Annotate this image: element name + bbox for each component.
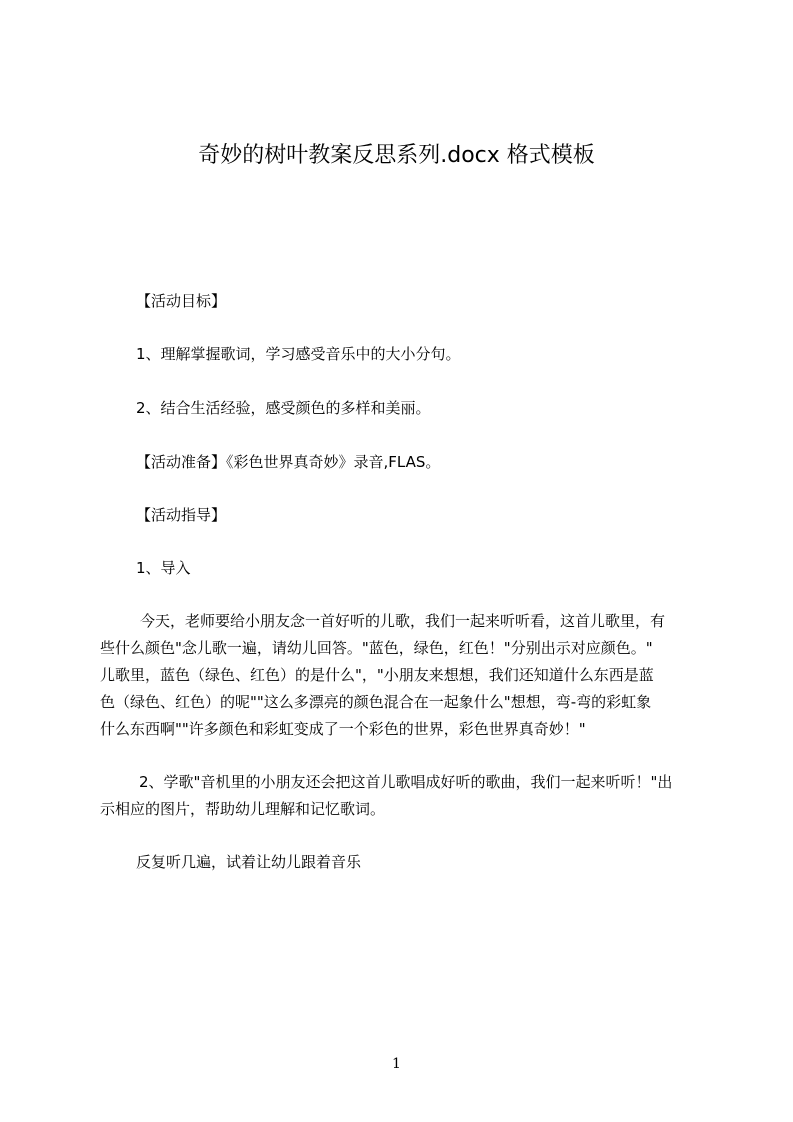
page-number: 1 bbox=[392, 1056, 401, 1072]
goal-heading: 【活动目标】 bbox=[136, 292, 227, 310]
step-1-line: 今天，老师要给小朋友念一首好听的儿歌，我们一起来听听看，这首儿歌里，有 bbox=[140, 612, 666, 630]
step-1-line: 儿歌里，蓝色（绿色、红色）的是什么"，"小朋友来想想，我们还知道什么东西是蓝 bbox=[100, 666, 654, 684]
document-title: 奇妙的树叶教案反思系列.docx 格式模板 bbox=[198, 143, 595, 168]
goal-item-1: 1、理解掌握歌词，学习感受音乐中的大小分句。 bbox=[136, 345, 461, 363]
preparation-paragraph: 【活动准备】《彩色世界真奇妙》录音,FLAS。 bbox=[136, 453, 441, 471]
step-2-line: 示相应的图片，帮助幼儿理解和记忆歌词。 bbox=[100, 800, 386, 818]
goal-item-2: 2、结合生活经验，感受颜色的多样和美丽。 bbox=[136, 399, 431, 417]
step-1-heading: 1、导入 bbox=[136, 559, 191, 577]
step-1-line: 什么东西啊""许多颜色和彩虹变成了一个彩色的世界，彩色世界真奇妙！" bbox=[100, 720, 586, 738]
repeat-paragraph: 反复听几遍，试着让幼儿跟着音乐 bbox=[136, 853, 362, 871]
step-1-body bbox=[100, 608, 700, 743]
step-1-line: 色（绿色、红色）的呢""这么多漂亮的颜色混合在一起象什么"想想，弯-弯的彩虹象 bbox=[100, 693, 652, 711]
step-1-line: 些什么颜色"念儿歌一遍，请幼儿回答。"蓝色，绿色，红色！"分别出示对应颜色。" bbox=[100, 639, 653, 657]
guide-heading: 【活动指导】 bbox=[136, 506, 227, 524]
step-2-body bbox=[100, 769, 710, 823]
step-2-line: 2、学歌"音机里的小朋友还会把这首儿歌唱成好听的歌曲，我们一起来听听！"出 bbox=[139, 773, 673, 791]
